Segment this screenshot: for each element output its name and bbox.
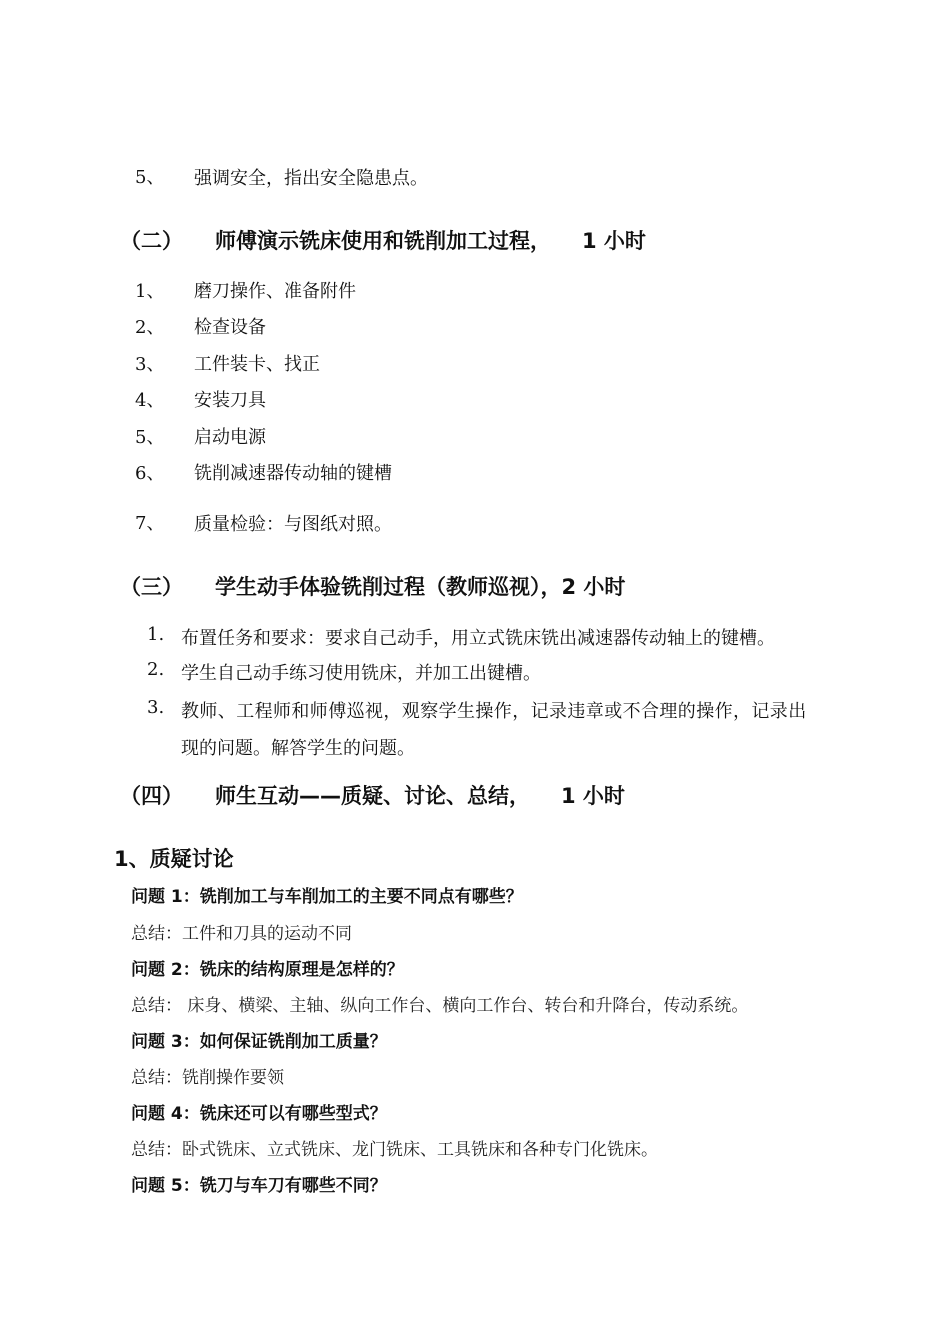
list-item-text: 铣削减速器传动轴的键槽 — [194, 463, 392, 484]
summary: 总结：工件和刀具的运动不同 — [131, 924, 352, 944]
list-item-text: 学生自己动手练习使用铣床，并加工出键槽。 — [181, 663, 541, 684]
list-item-text: 安装刀具 — [194, 390, 266, 411]
section-title: 师傅演示铣床使用和铣削加工过程， — [215, 229, 551, 253]
section-title: 师生互动——质疑、讨论、总结， — [215, 784, 530, 808]
list-number: 6、 — [135, 463, 165, 484]
list-item-text: 磨刀操作、准备附件 — [194, 281, 356, 302]
list-item-text: 强调安全，指出安全隐患点。 — [194, 168, 428, 189]
subsection-heading: 1、质疑讨论 — [114, 847, 234, 871]
section-title: 学生动手体验铣削过程（教师巡视），2 小时 — [215, 575, 626, 599]
list-number: 3. — [147, 697, 165, 718]
question: 问题 1：铣削加工与车削加工的主要不同点有哪些？ — [131, 887, 523, 907]
list-item-text: 质量检验：与图纸对照。 — [194, 514, 392, 535]
list-item-text: 检查设备 — [194, 317, 266, 338]
list-number: 1、 — [135, 281, 165, 302]
list-number: 2. — [147, 659, 165, 680]
list-number: 2、 — [135, 317, 165, 338]
list-number: 4、 — [135, 390, 165, 411]
section-marker: （三） — [120, 575, 183, 599]
list-number: 1. — [147, 624, 165, 645]
summary: 总结： 床身、横梁、主轴、纵向工作台、横向工作台、转台和升降台，传动系统。 — [131, 996, 749, 1016]
list-number: 3、 — [135, 354, 165, 375]
question: 问题 2：铣床的结构原理是怎样的？ — [131, 960, 404, 980]
section-duration: 1 小时 — [582, 229, 646, 253]
list-number: 5、 — [135, 427, 165, 448]
summary: 总结：卧式铣床、立式铣床、龙门铣床、工具铣床和各种专门化铣床。 — [131, 1140, 658, 1160]
list-number: 5、 — [135, 167, 165, 188]
list-number: 7、 — [135, 513, 165, 534]
question: 问题 3：如何保证铣削加工质量？ — [131, 1032, 387, 1052]
section-duration: 1 小时 — [561, 784, 625, 808]
summary: 总结：铣削操作要领 — [131, 1068, 284, 1088]
list-item-text: 教师、工程师和师傅巡视，观察学生操作，记录违章或不合理的操作，记录出 — [181, 701, 807, 722]
section-marker: （四） — [120, 784, 183, 808]
list-item-text: 布置任务和要求：要求自己动手，用立式铣床铣出减速器传动轴上的键槽。 — [181, 628, 775, 649]
list-item-text-continued: 现的问题。解答学生的问题。 — [181, 738, 415, 759]
list-item-text: 工件装卡、找正 — [194, 354, 320, 375]
section-marker: （二） — [120, 229, 183, 253]
list-item-text: 启动电源 — [194, 427, 266, 448]
question: 问题 5：铣刀与车刀有哪些不同？ — [131, 1176, 387, 1196]
question: 问题 4：铣床还可以有哪些型式？ — [131, 1104, 387, 1124]
